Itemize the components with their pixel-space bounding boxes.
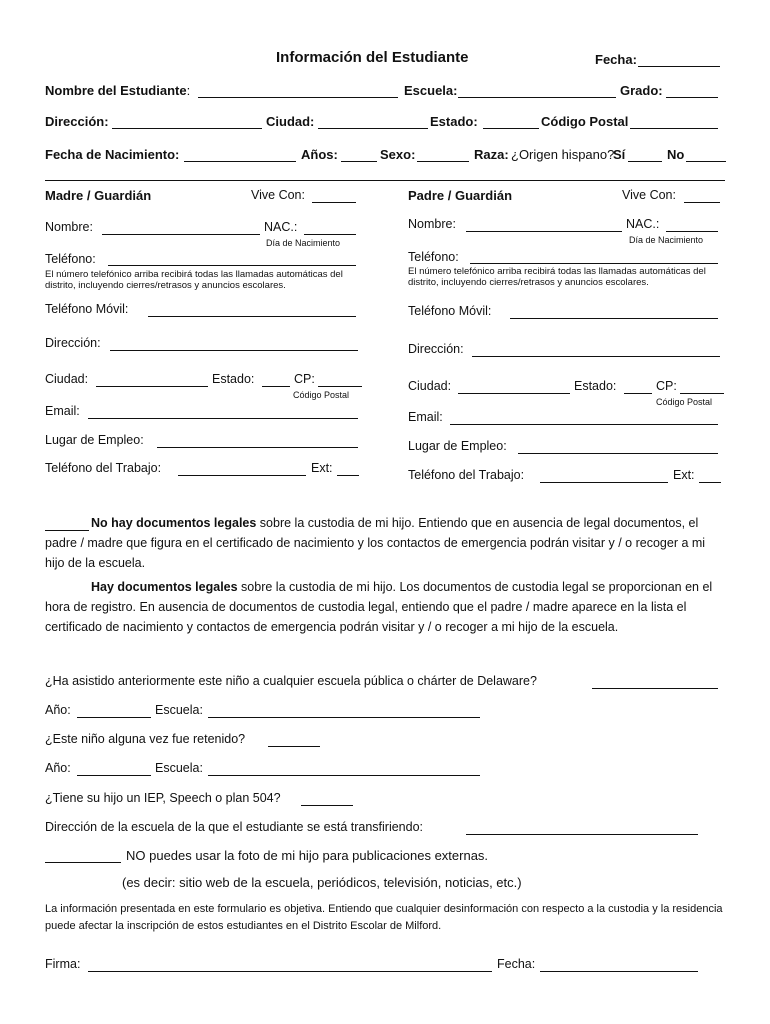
zip-field[interactable] (630, 128, 718, 129)
age-label: Años: (301, 147, 338, 162)
disclaimer: La información presentada en este formulario es objetiva. Entiendo que cualquier desinformación con respecto a la custodia y la residencia puede afectar la inscripción de estos estudiantes en el Distrito Escolar de Milford. (45, 903, 723, 932)
school2-label: Escuela: (155, 761, 203, 775)
mother-zip-field[interactable] (318, 386, 362, 387)
mother-zip-label: CP: (294, 372, 315, 386)
mother-address-field[interactable] (110, 350, 358, 351)
mother-heading: Madre / Guardián (45, 188, 152, 203)
school-label: Escuela: (404, 83, 458, 98)
father-email-label: Email: (408, 410, 443, 424)
father-city-field[interactable] (458, 393, 570, 394)
attended-field[interactable] (592, 688, 718, 689)
father-lives-with-field[interactable] (684, 202, 720, 203)
hispanic-label: ¿Origen hispano? (511, 147, 615, 162)
mother-city-label: Ciudad: (45, 372, 89, 386)
mother-phone-note: El número telefónico arriba recibirá todas las llamadas automáticas del distrito, incluyendo cierres/retrasos y anuncios escolares. (45, 269, 343, 291)
photo-consent-field[interactable] (45, 862, 121, 863)
mother-dob-label: NAC.: (264, 220, 298, 234)
sex-field[interactable] (417, 161, 469, 162)
attended-question: ¿Ha asistido anteriormente este niño a cualquier escuela pública o chárter de Delaware? (45, 674, 537, 688)
city-field[interactable] (318, 128, 428, 129)
sex-label: Sexo: (380, 147, 416, 162)
father-phone-note: El número telefónico arriba recibirá todas las llamadas automáticas del distrito, incluyendo cierres/retrasos y anuncios escolares. (408, 266, 706, 288)
no-field[interactable] (686, 161, 726, 162)
transfer-field[interactable] (466, 834, 698, 835)
father-zip-note: Código Postal (656, 397, 713, 407)
yes-label: Sí (613, 147, 626, 162)
year2-label: Año: (45, 761, 71, 775)
father-address-label: Dirección: (408, 342, 464, 356)
mother-email-label: Email: (45, 404, 80, 418)
father-state-field[interactable] (624, 393, 652, 394)
school2-field[interactable] (208, 775, 480, 776)
father-city-label: Ciudad: (408, 379, 452, 393)
father-dob-note: Día de Nacimiento (629, 235, 704, 245)
father-zip-label: CP: (656, 379, 677, 393)
race-label: Raza: (474, 147, 509, 162)
student-name-label: Nombre del Estudiante: (45, 83, 191, 98)
school-field[interactable] (458, 97, 616, 98)
father-heading: Padre / Guardián (408, 188, 513, 203)
father-mobile-field[interactable] (510, 318, 718, 319)
photo-consent-example: (es decir: sitio web de la escuela, periódicos, televisión, noticias, etc.) (122, 875, 522, 890)
mother-address-label: Dirección: (45, 336, 101, 350)
mother-ext-label: Ext: (311, 461, 333, 475)
student-name-field[interactable] (198, 97, 398, 98)
mother-mobile-field[interactable] (148, 316, 356, 317)
father-name-field[interactable] (466, 231, 622, 232)
mother-ext-field[interactable] (337, 475, 359, 476)
mother-phone-field[interactable] (108, 265, 356, 266)
date-field[interactable] (638, 66, 720, 67)
birthdate-label: Fecha de Nacimiento: (45, 147, 180, 162)
address-field[interactable] (112, 128, 262, 129)
date-label: Fecha: (595, 52, 637, 67)
signature-date-label: Fecha: (497, 957, 536, 971)
mother-mobile-label: Teléfono Móvil: (45, 302, 129, 316)
photo-consent-text: NO puedes usar la foto de mi hijo para publicaciones externas. (126, 848, 489, 863)
mother-name-field[interactable] (102, 234, 260, 235)
iep-field[interactable] (301, 805, 353, 806)
mother-dob-field[interactable] (304, 234, 356, 235)
state-label: Estado: (430, 114, 478, 129)
year1-field[interactable] (77, 717, 151, 718)
father-phone-label: Teléfono: (408, 250, 459, 264)
father-name-label: Nombre: (408, 217, 456, 231)
legal-docs-paragraph: Hay documentos legales sobre la custodia de mi hijo. Los documentos de custodia legal se proporcionan en el hora de registro. En ausencia de documentos de custodia legal, entiendo que el padre / madre aparece en la lista el certificado de nacimiento y contactos de emergencia podrán visitar y / o recoger a mi hijo de la escuela. (45, 580, 713, 634)
year2-field[interactable] (77, 775, 151, 776)
father-address-field[interactable] (472, 356, 720, 357)
father-work-phone-field[interactable] (540, 482, 668, 483)
mother-work-phone-label: Teléfono del Trabajo: (45, 461, 162, 475)
yes-field[interactable] (628, 161, 662, 162)
father-email-field[interactable] (450, 424, 718, 425)
mother-dob-note: Día de Nacimiento (266, 238, 341, 248)
signature-label: Firma: (45, 957, 81, 971)
mother-zip-note: Código Postal (293, 390, 350, 400)
father-lives-with-label: Vive Con: (622, 188, 676, 202)
mother-lives-with-field[interactable] (312, 202, 356, 203)
birthdate-field[interactable] (184, 161, 296, 162)
school1-field[interactable] (208, 717, 480, 718)
page-title: Información del Estudiante (276, 49, 469, 66)
mother-employer-label: Lugar de Empleo: (45, 433, 144, 447)
no-label: No (667, 147, 685, 162)
father-dob-label: NAC.: (626, 217, 660, 231)
mother-state-label: Estado: (212, 372, 255, 386)
section-divider (45, 180, 725, 181)
father-dob-field[interactable] (666, 231, 718, 232)
signature-field[interactable] (88, 971, 492, 972)
mother-employer-field[interactable] (157, 447, 358, 448)
retained-field[interactable] (268, 746, 320, 747)
state-field[interactable] (483, 128, 539, 129)
mother-phone-label: Teléfono: (45, 252, 96, 266)
mother-state-field[interactable] (262, 386, 290, 387)
mother-work-phone-field[interactable] (178, 475, 306, 476)
mother-email-field[interactable] (88, 418, 358, 419)
retained-question: ¿Este niño alguna vez fue retenido? (45, 732, 246, 746)
no-legal-docs-paragraph: No hay documentos legales sobre la custodia de mi hijo. Entiendo que en ausencia de legal documentos, el padre / madre que figura en el certificado de nacimiento y los contactos de emergencia podrán visitar y / o recoger a mi hijo de la escuela. (45, 516, 706, 570)
father-employer-label: Lugar de Empleo: (408, 439, 507, 453)
father-ext-field[interactable] (699, 482, 721, 483)
mother-name-label: Nombre: (45, 220, 93, 234)
school1-label: Escuela: (155, 703, 203, 717)
signature-date-field[interactable] (540, 971, 698, 972)
father-work-phone-label: Teléfono del Trabajo: (408, 468, 525, 482)
father-employer-field[interactable] (518, 453, 718, 454)
mother-lives-with-label: Vive Con: (251, 188, 305, 202)
zip-label: Código Postal (541, 114, 629, 129)
address-label: Dirección: (45, 114, 109, 129)
age-field[interactable] (341, 161, 377, 162)
father-phone-field[interactable] (470, 263, 718, 264)
iep-question: ¿Tiene su hijo un IEP, Speech o plan 504? (45, 791, 281, 805)
mother-city-field[interactable] (96, 386, 208, 387)
father-ext-label: Ext: (673, 468, 695, 482)
father-state-label: Estado: (574, 379, 617, 393)
father-zip-field[interactable] (680, 393, 724, 394)
transfer-question: Dirección de la escuela de la que el estudiante se está transfiriendo: (45, 820, 424, 834)
grade-label: Grado: (620, 83, 663, 98)
city-label: Ciudad: (266, 114, 315, 129)
father-mobile-label: Teléfono Móvil: (408, 304, 492, 318)
year1-label: Año: (45, 703, 71, 717)
grade-field[interactable] (666, 97, 718, 98)
